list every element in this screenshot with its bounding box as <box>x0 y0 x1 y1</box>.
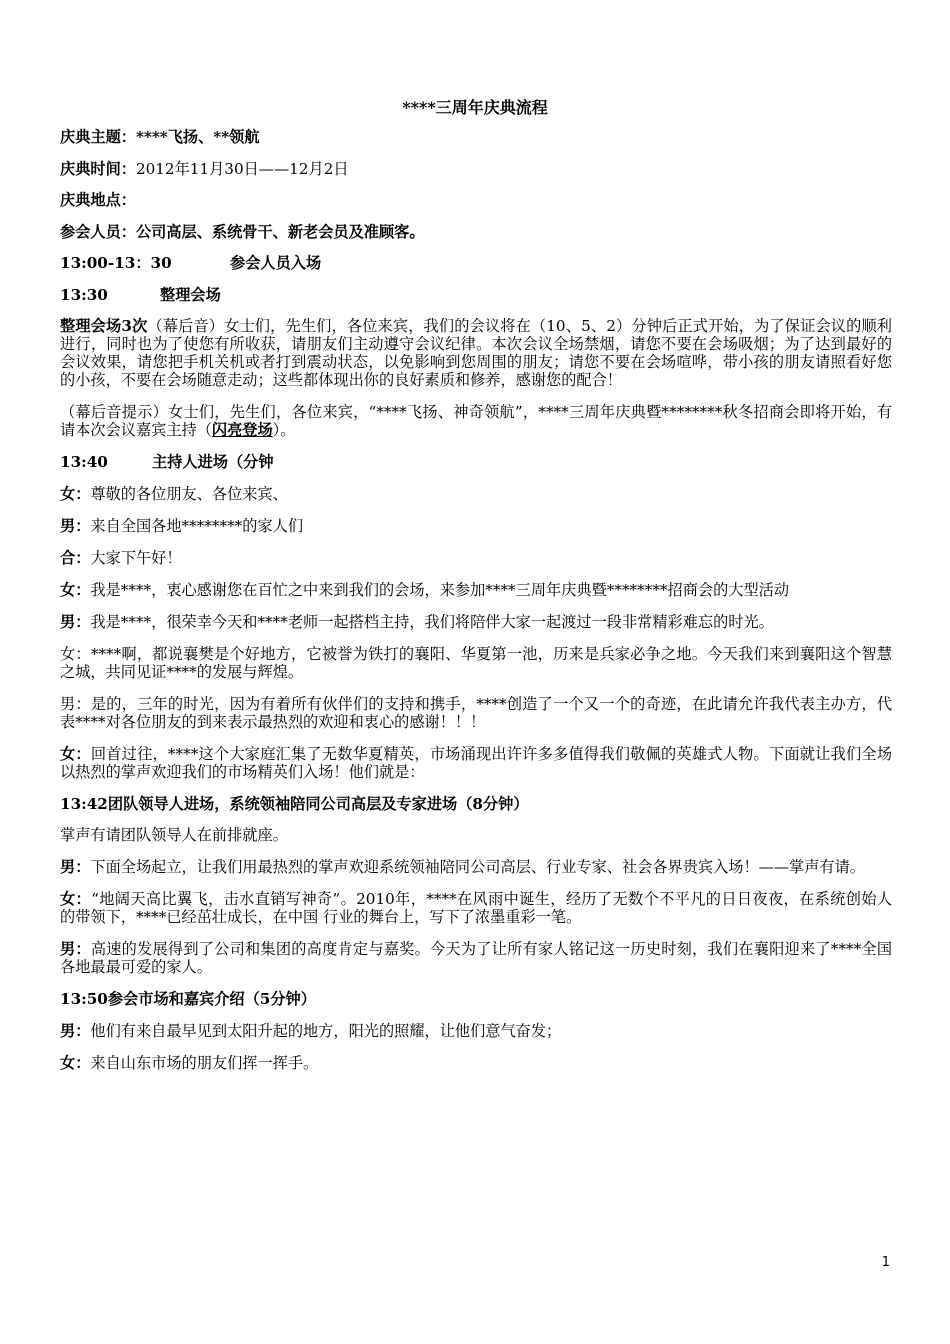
slot-leaders: 13:42团队领导人进场，系统领袖陪同公司高层及专家进场（8分钟） <box>60 794 529 813</box>
speaker: 男： <box>60 1021 91 1040</box>
speech: 尊敬的各位朋友、各位来宾、 <box>90 484 288 503</box>
slot-host <box>60 453 892 471</box>
speaker: 男： <box>60 858 91 876</box>
location-label: 庆典地点： <box>60 191 136 209</box>
speaker: 男： <box>60 612 91 631</box>
theme-value: ****飞扬、**领航 <box>135 128 260 146</box>
speaker: 女： <box>60 1053 91 1072</box>
dialogue-line <box>60 485 892 503</box>
dialogue-line <box>60 745 892 781</box>
speaker: 女： <box>60 484 91 503</box>
time-value: 2012年11月30日——12月2日 <box>135 159 349 178</box>
time-line <box>60 160 892 178</box>
speech: 下面全场起立，让我们用最热烈的掌声欢迎系统领袖陪同公司高层、行业专家、社会各界贵宾入场！——掌声有请。 <box>90 858 865 876</box>
attendees-label: 参会人员： <box>60 222 136 241</box>
speaker: 女： <box>60 644 91 663</box>
speech: 回首过往，****这个大家庭汇集了无数华夏精英，市场涌现出许许多多值得我们敬佩的英雄式人物。下面就让我们全场以热烈的掌声欢迎我们的市场精英们入场！他们就是： <box>60 744 893 781</box>
theme-label: 庆典主题： <box>60 128 136 146</box>
dialogue-block-1 <box>60 485 892 781</box>
speaker: 合： <box>60 548 91 567</box>
speech: 来自山东市场的朋友们挥一挥手。 <box>90 1053 319 1072</box>
dialogue-line <box>60 940 892 976</box>
speaker: 女： <box>60 744 91 763</box>
document-title: ****三周年庆典流程 <box>402 98 548 117</box>
arrange-lead: 整理会场3次 <box>60 317 148 335</box>
slot-title: 整理会场 <box>160 285 221 304</box>
dialogue-line <box>60 517 892 535</box>
document-body <box>60 128 892 1086</box>
slot-time: 13:40 <box>60 453 108 471</box>
dialogue-line <box>60 695 892 731</box>
arrange-text: （幕后音）女士们，先生们，各位来宾，我们的会议将在（10、5、2）分钟后正式开始，为了保证会议的顺利进行，同时也为了使您有所收获，请朋友们主动遵守会议纪律。本次会议全场禁烟，请您不要在会场吸烟；为了达到最好的会议效果，请您把手机关机或者打到震动状态，以免影响到您周围的朋友；请您不要在会场喧哗，带小孩的朋友请照看好您的小孩，不要在会场随意走动；这些都体现出你的良好素质和修养，感谢您的配合！ <box>60 317 892 389</box>
slot-time: 13:00-13：30 <box>60 254 172 272</box>
attendees-value: 公司高层、系统骨干、新老会员及准顾客。 <box>135 222 425 241</box>
slot-title: 参会人员入场 <box>230 254 322 272</box>
dialogue-line <box>60 613 892 631</box>
dialogue-line <box>60 826 892 844</box>
speech: ****啊，都说襄樊是个好地方，它被誉为铁打的襄阳、华夏第一池，历来是兵家必争之地。今天我们来到襄阳这个智慧之城，共同见证****的发展与辉煌。 <box>60 644 893 681</box>
slot-time: 13:30 <box>60 285 108 304</box>
dialogue-line <box>60 890 892 926</box>
speaker: 女： <box>60 580 91 599</box>
page-number: 1 <box>881 1255 890 1270</box>
slot-entry <box>60 254 892 272</box>
dialogue-line <box>60 1054 892 1072</box>
speech: 大家下午好！ <box>90 548 182 567</box>
speech: 他们有来自最早见到太阳升起的地方，阳光的照耀，让他们意气奋发； <box>90 1021 562 1040</box>
speech: 我是****，很荣幸今天和****老师一起搭档主持，我们将陪伴大家一起渡过一段非常精彩难忘的时光。 <box>90 612 774 631</box>
slot-market: 13:50参会市场和嘉宾介绍（5分钟） <box>60 990 316 1008</box>
dialogue-line <box>60 1022 892 1040</box>
prompt-emphasis: 闪亮登场 <box>211 421 273 439</box>
dialogue-line <box>60 858 892 876</box>
theme-line <box>60 128 892 146</box>
prompt-text: （幕后音提示）女士们，先生们，各位来宾，“****飞扬、神奇领航”，****三周年庆典暨********秋冬招商会即将开始，有请本次会议嘉宾主持（ <box>60 403 892 439</box>
prompt-paragraph <box>60 403 892 439</box>
speaker: 男： <box>60 940 91 958</box>
dialogue-block-2 <box>60 826 892 976</box>
slot-arrange <box>60 286 892 304</box>
speech: 高速的发展得到了公司和集团的高度肯定与嘉奖。今天为了让所有家人铭记这一历史时刻，我们在襄阳迎来了****全国各地最最可爱的家人。 <box>60 940 893 976</box>
speech: 掌声有请团队领导人在前排就座。 <box>60 826 288 844</box>
time-label: 庆典时间： <box>60 159 136 178</box>
dialogue-line <box>60 645 892 681</box>
speaker: 女： <box>60 890 92 908</box>
speaker: 男： <box>60 516 91 535</box>
speech: 来自全国各地********的家人们 <box>90 516 303 535</box>
dialogue-line <box>60 549 892 567</box>
location-line <box>60 191 892 209</box>
speech: “地阔天高比翼飞，击水直销写神奇”。2010年，****在风雨中诞生，经历了无数个不平凡的日日夜夜，在系统创始人 的带领下，****已经茁壮成长，在中国 行业的舞台上，写下了浓墨重彩一笔。 <box>60 890 893 926</box>
attendees-line <box>60 223 892 241</box>
dialogue-line <box>60 581 892 599</box>
speech: 我是****，衷心感谢您在百忙之中来到我们的会场，来参加****三周年庆典暨********招商会的大型活动 <box>90 580 789 599</box>
prompt-tail: ）。 <box>272 421 296 439</box>
arrange-paragraph <box>60 317 892 389</box>
speaker: 男： <box>60 694 91 713</box>
dialogue-block-3 <box>60 1022 892 1072</box>
speech: 是的，三年的时光，因为有着所有伙伴们的支持和携手，****创造了一个又一个的奇迹，在此请允许我代表主办方，代表****对各位朋友的到来表示最热烈的欢迎和衷心的感谢！！！ <box>60 694 893 731</box>
slot-title: 主持人进场（分钟 <box>152 453 274 471</box>
